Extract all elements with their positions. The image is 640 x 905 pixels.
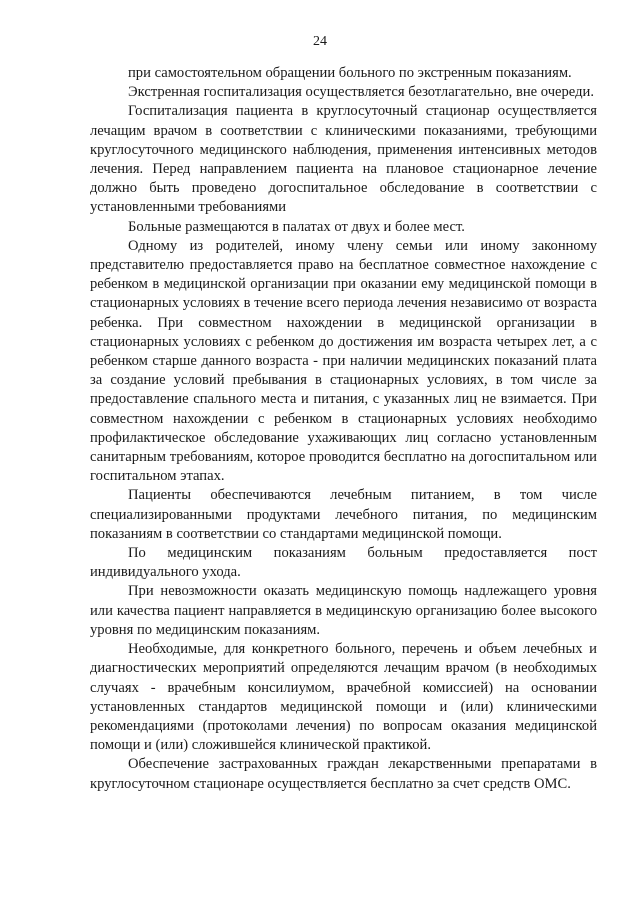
document-body — [90, 64, 597, 794]
paragraph-round-the-clock-hospitalization: Госпитализация пациента в круглосуточный стационар осуществляется лечащим врачом в соответствии с клиническими показаниями, требующими круглосуточного медицинского наблюдения, применения интенсивных методов лечения. Перед направлением пациента на плановое стационарное лечение должно быть проведено догоспитальное обследование в соответствии с установленными требованиями — [90, 103, 597, 216]
paragraph-individual-care: По медицинским показаниям больным предоставляется пост индивидуального ухода. — [90, 545, 597, 581]
paragraph-parent-stay: Одному из родителей, иному члену семьи или иному законному представителю предоставляется право на бесплатное совместное нахождение с ребенком в медицинской организации при оказании ему медицинской помощи в стационарных условиях в течение всего периода лечения независимо от возраста ребенка. При совместном нахождении в медицинской организации в стационарных условиях с ребенком до достижения им возраста четырех лет, а с ребенком старше данного возраста - при наличии медицинских показаний плата за создание условий пребывания в стационарных условиях, в том числе за предоставление спального места и питания, с указанных лиц не взимается. При совместном нахождении с ребенком в стационарных условиях необходимо профилактическое обследование ухаживающих лиц согласно установленным санитарным требованиям, которое проводится бесплатно на догоспитальном или госпитальном этапах. — [90, 237, 597, 485]
paragraph-therapeutic-nutrition: Пациенты обеспечиваются лечебным питанием, в том числе специализированными продуктами лечебного питания, по медицинским показаниям в соответствии со стандартами медицинской помощи. — [90, 487, 597, 542]
paragraph-medication-provision: Обеспечение застрахованных граждан лекарственными препаратами в круглосуточном стационаре осуществляется бесплатно за счет средств ОМС. — [90, 756, 597, 792]
paragraph-treatment-measures: Необходимые, для конкретного больного, перечень и объем лечебных и диагностических мероприятий определяются лечащим врачом (в необходимых случаях - врачебным консилиумом, врачебной комиссией) на основании установленных стандартов медицинской помощи и (или) клиническими рекомендациями (протоколами лечения) по вопросам оказания медицинской помощи и (или) сложившейся клинической практикой. — [90, 641, 597, 754]
page-number: 24 — [313, 34, 327, 49]
paragraph-continuation: при самостоятельном обращении больного по экстренным показаниям. — [128, 65, 572, 81]
paragraph-wards: Больные размещаются в палатах от двух и более мест. — [128, 218, 465, 235]
paragraph-emergency-hospitalization: Экстренная госпитализация осуществляется безотлагательно, вне очереди. — [128, 84, 594, 101]
paragraph-referral: При невозможности оказать медицинскую помощь надлежащего уровня или качества пациент направляется в медицинскую организацию более высокого уровня по медицинским показаниям. — [90, 583, 597, 638]
